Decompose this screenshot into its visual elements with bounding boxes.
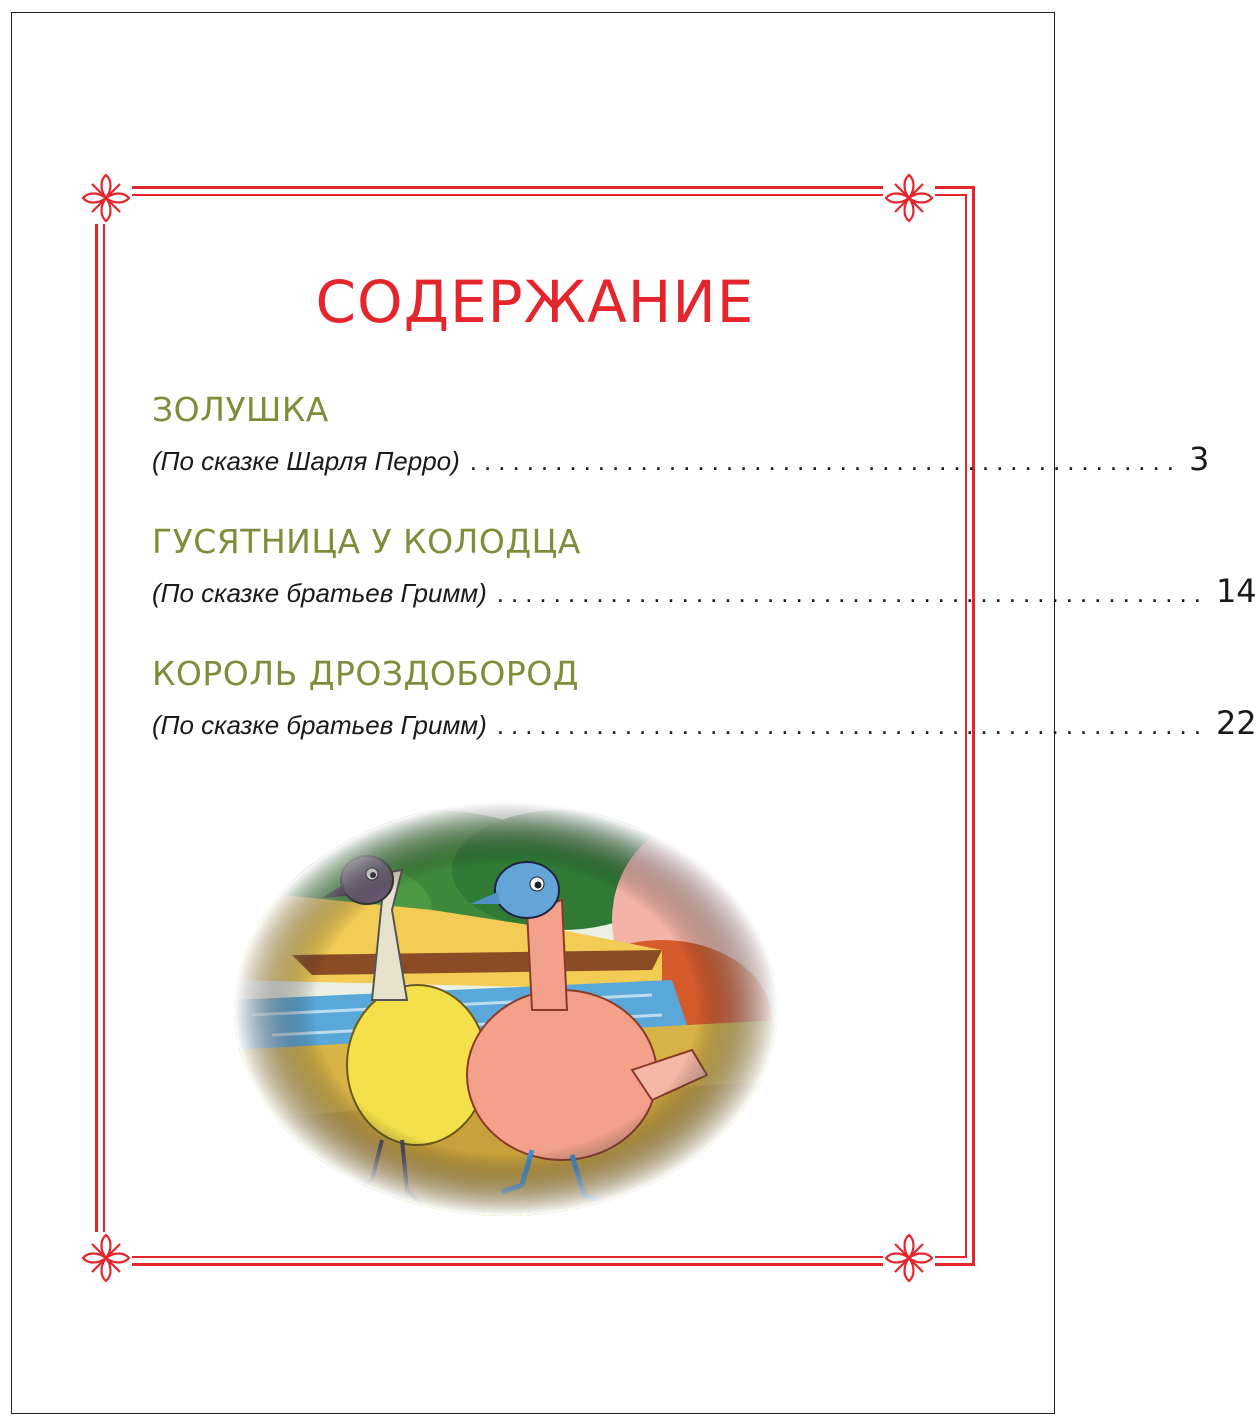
corner-ornament-icon xyxy=(883,1232,935,1284)
geese-illustration xyxy=(232,800,780,1218)
story-title: КОРОЛЬ ДРОЗДОБОРОД xyxy=(152,654,580,693)
page-number: 14 xyxy=(1215,572,1257,610)
dot-leader: .................................................. xyxy=(496,710,1208,740)
corner-ornament-icon xyxy=(883,172,935,224)
page-number: 3 xyxy=(1188,440,1210,478)
toc-entry xyxy=(152,440,1210,480)
toc-entry xyxy=(152,704,1257,744)
corner-ornament-icon xyxy=(80,172,132,224)
dot-leader: .................................................. xyxy=(496,578,1208,608)
story-source: (По сказке братьев Гримм) xyxy=(152,710,487,740)
page-number: 22 xyxy=(1215,704,1257,742)
story-source: (По сказке Шарля Перро) xyxy=(152,446,460,476)
page-title: СОДЕРЖАНИЕ xyxy=(315,268,755,336)
corner-ornament-icon xyxy=(80,1232,132,1284)
story-title: ГУСЯТНИЦА У КОЛОДЦА xyxy=(152,522,581,561)
story-title: ЗОЛУШКА xyxy=(152,390,329,429)
toc-entry xyxy=(152,572,1257,612)
story-source: (По сказке братьев Гримм) xyxy=(152,578,487,608)
dot-leader: .................................................. xyxy=(469,446,1181,476)
